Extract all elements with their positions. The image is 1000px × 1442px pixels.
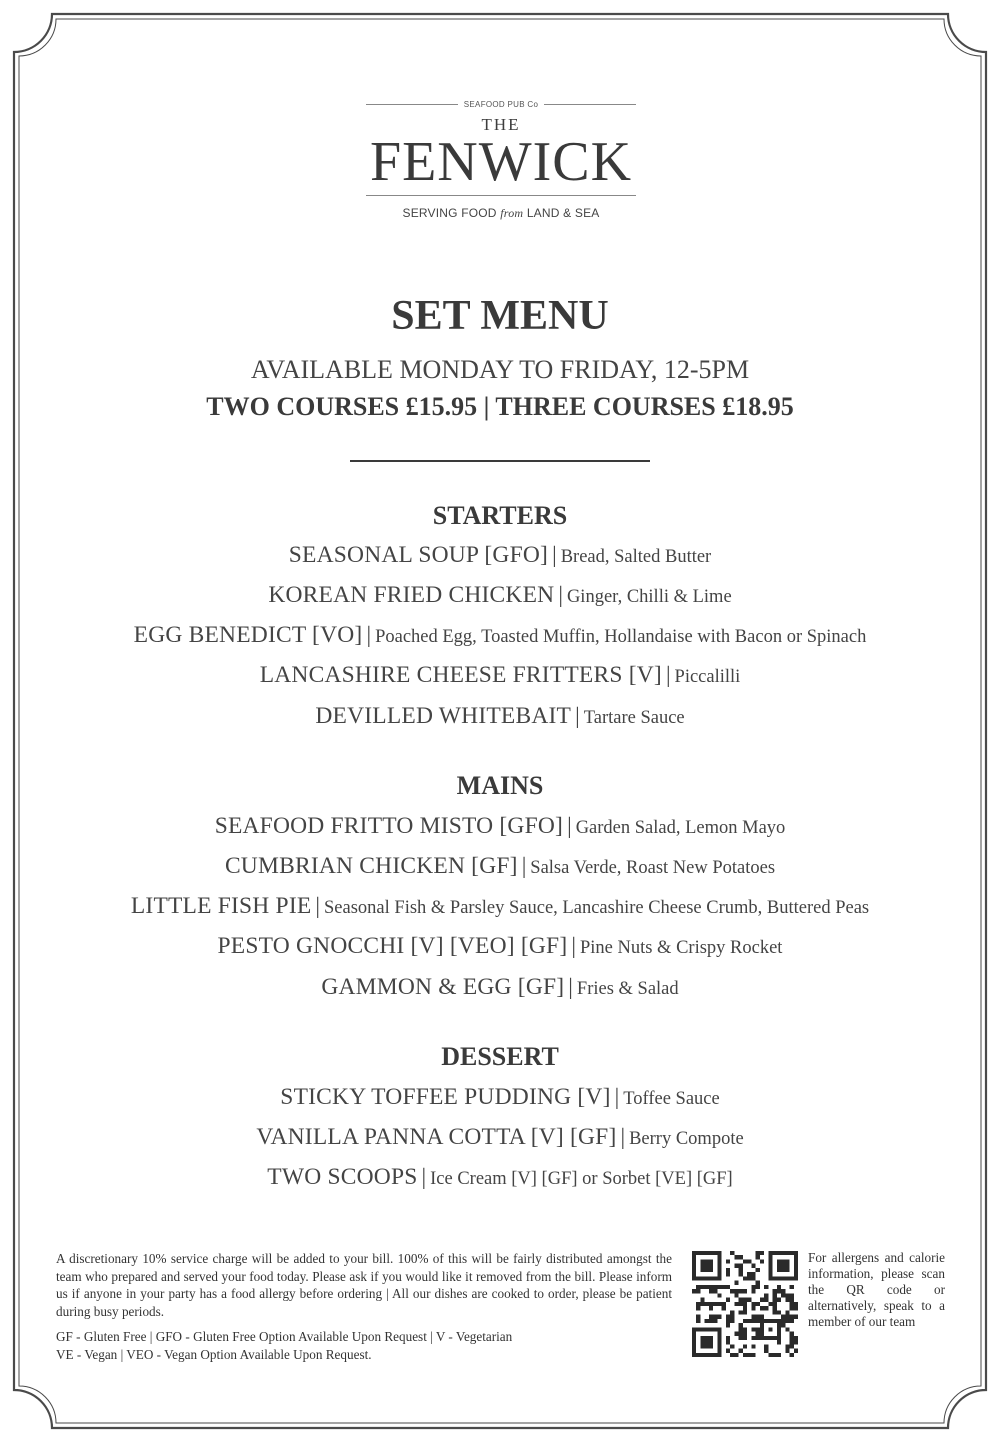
- dish-name: EGG BENEDICT [VO]: [133, 622, 363, 648]
- dish-name: LANCASHIRE CHEESE FRITTERS [V]: [259, 662, 662, 688]
- dish-description: Piccalilli: [674, 667, 741, 687]
- logo-tagline-part2: from: [500, 206, 524, 220]
- logo-tagline-part3: LAND & SEA: [526, 206, 600, 220]
- dish-separator: |: [366, 622, 372, 647]
- logo-company-line: [366, 100, 636, 109]
- dish-description: Seasonal Fish & Parsley Sauce, Lancashire Cheese Crumb, Buttered Peas: [324, 898, 870, 918]
- menu-item: [0, 542, 1000, 569]
- dish-description: Fries & Salad: [576, 979, 679, 999]
- dish-name: GAMMON & EGG [GF]: [321, 974, 565, 1000]
- dish-separator: |: [614, 1084, 620, 1109]
- menu-item: [0, 662, 1000, 689]
- dish-separator: |: [552, 542, 557, 567]
- logo-rule-left: [366, 104, 458, 105]
- logo-tagline-part1: SERVING FOOD: [402, 206, 497, 220]
- dish-name: STICKY TOFFEE PUDDING [V]: [280, 1084, 611, 1110]
- logo-name: FENWICK: [369, 131, 633, 193]
- dish-name: SEASONAL SOUP [GFO]: [288, 542, 549, 568]
- menu-item: [0, 813, 1000, 840]
- qr-note: For allergens and calorie information, please scan the QR code or alternatively, speak to a member of our team: [808, 1250, 945, 1329]
- dish-separator: |: [568, 974, 573, 999]
- menu-item: [0, 974, 1000, 1001]
- dish-separator: |: [558, 582, 563, 607]
- menu-item: [0, 582, 1000, 609]
- dish-name: DEVILLED WHITEBAIT: [315, 703, 572, 729]
- logo-tagline: [366, 206, 636, 221]
- dish-description: Pine Nuts & Crispy Rocket: [579, 938, 783, 958]
- dish-name: PESTO GNOCCHI [V] [VEO] [GF]: [217, 933, 568, 959]
- dish-description: Bread, Salted Butter: [560, 547, 712, 567]
- page-title: SET MENU: [391, 293, 609, 339]
- dish-separator: |: [567, 813, 572, 838]
- allergen-qr-code[interactable]: [692, 1251, 798, 1357]
- menu-item: [0, 1084, 1000, 1111]
- menu-item: [0, 893, 1000, 920]
- menu-item: [0, 703, 1000, 730]
- dish-description: Garden Salad, Lemon Mayo: [575, 818, 786, 838]
- dish-description: Salsa Verde, Roast New Potatoes: [530, 858, 776, 878]
- dish-description: Ice Cream [V] [GF] or Sorbet [VE] [GF]: [430, 1169, 733, 1189]
- menu-item: [0, 1164, 1000, 1191]
- header-divider: [350, 460, 650, 462]
- menu-item: [0, 933, 1000, 960]
- dish-name: TWO SCOOPS: [267, 1164, 418, 1190]
- dish-name: VANILLA PANNA COTTA [V] [GF]: [256, 1124, 617, 1150]
- dish-description: Poached Egg, Toasted Muffin, Hollandaise with Bacon or Spinach: [375, 627, 867, 647]
- dish-name: LITTLE FISH PIE: [130, 893, 312, 919]
- logo-the: THE: [481, 115, 521, 134]
- section-heading-starters: STARTERS: [432, 501, 568, 530]
- availability-text: AVAILABLE MONDAY TO FRIDAY, 12-5PM: [250, 355, 750, 384]
- dish-name: CUMBRIAN CHICKEN [GF]: [224, 853, 518, 879]
- logo-company: SEAFOOD PUB Co: [463, 100, 539, 109]
- dish-description: Berry Compote: [629, 1129, 744, 1149]
- dish-separator: |: [665, 662, 671, 687]
- dish-name: KOREAN FRIED CHICKEN: [268, 582, 555, 608]
- dish-separator: |: [421, 1164, 427, 1189]
- dish-name: SEAFOOD FRITTO MISTO [GFO]: [214, 813, 564, 839]
- legend-line-2: VE - Vegan | VEO - Vegan Option Available Upon Request.: [56, 1346, 372, 1362]
- dish-separator: |: [315, 893, 321, 918]
- legend-line-1: GF - Gluten Free | GFO - Gluten Free Option Available Upon Request | V - Vegetarian: [56, 1329, 513, 1344]
- prices-text: TWO COURSES £15.95 | THREE COURSES £18.95: [206, 392, 794, 421]
- service-charge-note: A discretionary 10% service charge will be added to your bill. 100% of this will be fairly distributed amongst the team who prepared and served your food today. Please ask if you would like it removed from the bill. Please inform us if anyone in your party has a food allergy before ordering | All our dishes are cooked to order, please be patient during busy periods.: [56, 1251, 672, 1319]
- menu-item: [0, 1124, 1000, 1151]
- dish-description: Toffee Sauce: [623, 1089, 720, 1109]
- dish-separator: |: [620, 1124, 626, 1149]
- dietary-legend: [56, 1328, 676, 1363]
- fenwick-logo: [366, 100, 636, 221]
- menu-item: [0, 853, 1000, 880]
- logo-rule-right: [544, 104, 636, 105]
- dish-separator: |: [521, 853, 527, 878]
- section-heading-dessert: DESSERT: [441, 1042, 559, 1071]
- dish-description: Tartare Sauce: [583, 708, 685, 728]
- menu-item: [0, 622, 1000, 649]
- dish-separator: |: [571, 933, 576, 958]
- section-heading-mains: MAINS: [456, 771, 544, 800]
- dish-description: Ginger, Chilli & Lime: [566, 587, 732, 607]
- logo-underline: [366, 195, 636, 196]
- dish-separator: |: [575, 703, 580, 728]
